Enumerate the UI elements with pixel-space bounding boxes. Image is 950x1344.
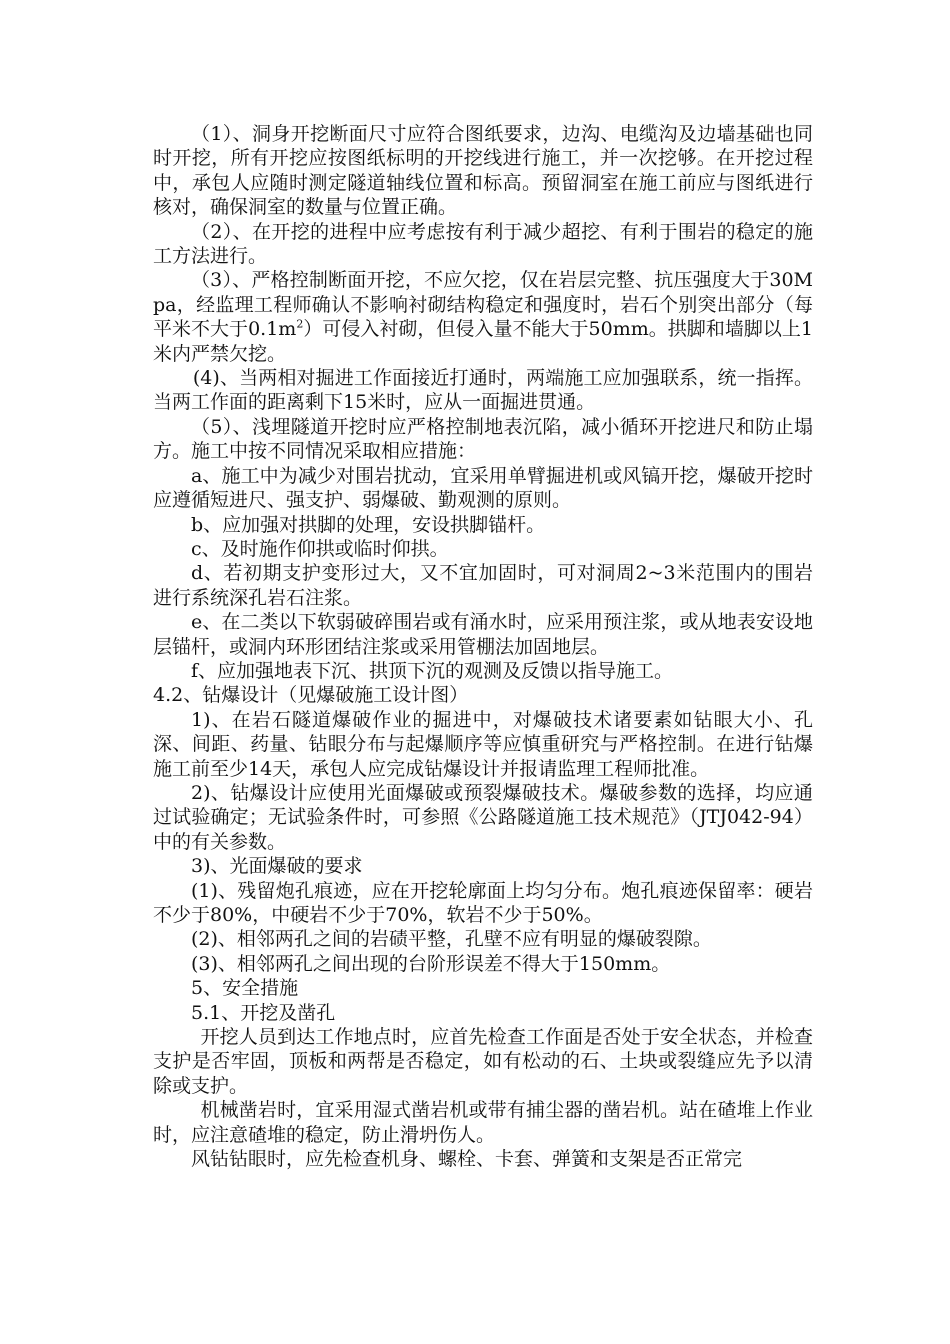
list-item-f: f、应加强地表下沉、拱顶下沉的观测及反馈以指导施工。: [191, 659, 674, 682]
paragraph-1: （1）、洞身开挖断面尺寸应符合图纸要求，边沟、电缆沟及边墙基础也同时开挖，所有开挖应按图纸标明的开挖线进行施工，并一次挖够。在开挖过程中，承包人应随时测定隧道轴线位置和标高。预留洞室在施工前应与图纸进行核对，确保洞室的数量与位置正确。: [153, 123, 813, 219]
section-heading-5: 5、安全措施: [191, 977, 299, 1000]
paragraph-3: [153, 268, 813, 366]
paragraph-12: 开挖人员到达工作地点时，应首先检查工作面是否处于安全状态，并检查支护是否牢固，顶板和两帮是否稳定，如有松动的石、土块或裂缝应先予以清除或支护。: [153, 1026, 813, 1097]
paragraph-2: （2）、在开挖的进程中应考虑按有利于减少超挖、有利于围岩的稳定的施工方法进行。: [153, 220, 813, 268]
list-item-d: d、若初期支护变形过大，又不宜加固时，可对洞周2~3米范围内的围岩进行系统深孔岩石注浆。: [153, 562, 813, 609]
section-heading-5-1: 5.1、开挖及凿孔: [191, 1001, 336, 1024]
section-heading-4-2: 4.2、钻爆设计（见爆破施工设计图）: [153, 684, 469, 707]
paragraph-9: (1)、残留炮孔痕迹，应在开挖轮廓面上均匀分布。炮孔痕迹保留率：硬岩不少于80%，中硬岩不少于70%，软岩不少于50%。: [153, 879, 813, 926]
paragraph-4: (4)、当两相对掘进工作面接近打通时，两端施工应加强联系，统一指挥。当两工作面的距离剩下15米时，应从一面掘进贯通。: [153, 367, 813, 414]
paragraph-5: （5）、浅埋隧道开挖时应严格控制地表沉陷，减小循环开挖进尺和防止塌方。施工中按不同情况采取相应措施：: [153, 415, 813, 463]
document-body: [153, 122, 813, 1171]
list-item-e: e、在二类以下软弱破碎围岩或有涌水时，应采用预注浆，或从地表安设地层锚杆，或洞内环形团结注浆或采用管棚法加固地层。: [153, 611, 813, 658]
list-item-a: a、施工中为减少对围岩扰动，宜采用单臂掘进机或风镐开挖，爆破开挖时应遵循短进尺、强支护、弱爆破、勤观测的原则。: [153, 464, 813, 512]
paragraph-11: (3)、相邻两孔之间出现的台阶形误差不得大于150mm。: [191, 952, 671, 975]
paragraph-7: 2)、钻爆设计应使用光面爆破或预裂爆破技术。爆破参数的选择，均应通过试验确定；无试验条件时，可参照《公路隧道施工技术规范》（JTJ042-94）中的有关参数。: [153, 781, 813, 853]
paragraph-3-text-a: （3）、严格控制断面开挖，不应欠挖，仅在岩层完整、抗压强度大于30Mpa，经监理工程师确认不影响衬砌结构稳定和强度时，岩石个别突出部分（每平米不大于0.1m: [153, 269, 813, 341]
paragraph-10: (2)、相邻两孔之间的岩碛平整，孔壁不应有明显的爆破裂隙。: [191, 928, 712, 951]
paragraph-3-text-b: ）可侵入衬砌，但侵入量不能大于50mm。拱脚和墙脚以上1米内严禁欠挖。: [153, 318, 813, 365]
list-item-c: c、及时施作仰拱或临时仰拱。: [191, 537, 449, 560]
paragraph-6: 1)、在岩石隧道爆破作业的掘进中，对爆破技术诸要素如钻眼大小、孔深、间距、药量、钻眼分布与起爆顺序等应慎重研究与严格控制。在进行钻爆施工前至少14天，承包人应完成钻爆设计并报请监理工程师批准。: [153, 708, 813, 780]
superscript-2: 2: [296, 317, 304, 331]
paragraph-14: 风钻钻眼时，应先检查机身、螺栓、卡套、弹簧和支架是否正常完: [191, 1148, 743, 1171]
paragraph-13: 机械凿岩时，宜采用湿式凿岩机或带有捕尘器的凿岩机。站在碴堆上作业时，应注意碴堆的稳定，防止滑坍伤人。: [153, 1099, 813, 1146]
paragraph-8: 3)、光面爆破的要求: [191, 855, 363, 878]
list-item-b: b、应加强对拱脚的处理，安设拱脚锚杆。: [191, 513, 546, 536]
